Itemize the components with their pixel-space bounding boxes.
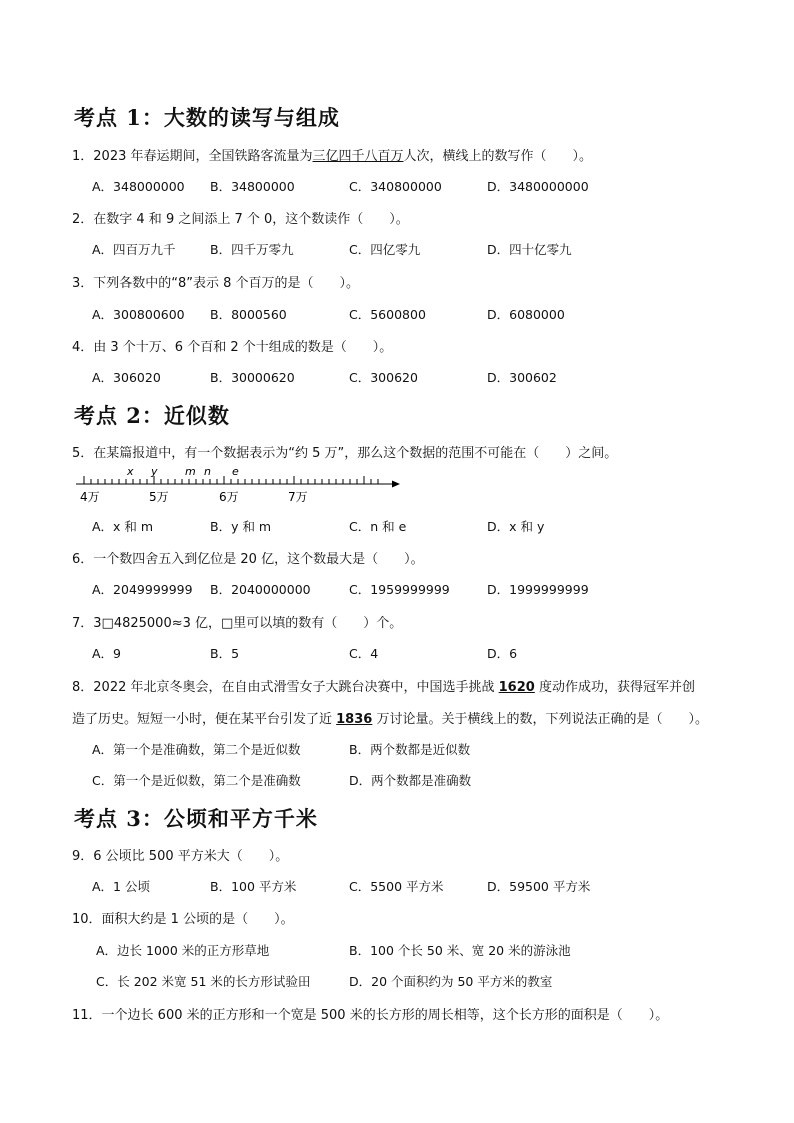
option-d[interactable]: D．20 个面积约为 50 平方米的教室 [349,974,553,989]
option-b[interactable]: B．34800000 [210,179,295,194]
section-heading-3: 考点 3：公顷和平方千米 [74,806,318,831]
option-a[interactable]: A．306020 [92,370,161,385]
option-a[interactable]: A．四百万九千 [92,242,176,257]
option-c[interactable]: C．n 和 e [349,519,407,534]
option-a[interactable]: A．300800600 [92,307,185,322]
option-b[interactable]: B．四千万零九 [210,242,294,257]
option-d[interactable]: D．x 和 y [487,519,545,534]
option-c[interactable]: C．第一个是近似数，第二个是准确数 [92,773,301,788]
label-5wan: 5万 [149,490,169,504]
question-10: 10．面积大约是 1 公顷的是（ ）。 [72,912,294,927]
option-a[interactable]: A．1 公顷 [92,879,150,894]
section-heading-1: 考点 1：大数的读写与组成 [74,105,340,130]
option-b[interactable]: B．y 和 m [210,519,272,534]
question-8-line-1 [72,676,695,695]
letter-y: y [151,465,158,478]
option-c[interactable]: C．长 202 米宽 51 米的长方形试验田 [96,974,311,989]
option-c[interactable]: C．5500 平方米 [349,879,444,894]
option-b[interactable]: B．8000560 [210,307,287,322]
option-a[interactable]: A．x 和 m [92,519,154,534]
option-a[interactable]: A．第一个是准确数，第二个是近似数 [92,742,301,757]
question-7: 7．3□4825000≈3 亿，□里可以填的数有（ ）个。 [72,616,403,631]
question-9: 9．6 公顷比 500 平方米大（ ）。 [72,849,289,864]
option-c[interactable]: C．340800000 [349,179,442,194]
number-line-arrow [392,481,400,488]
option-d[interactable]: D．6 [487,646,518,661]
option-c[interactable]: C．300620 [349,370,418,385]
option-a[interactable]: A．9 [92,646,122,661]
letter-x: x [127,465,134,478]
option-a[interactable]: A．边长 1000 米的正方形草地 [96,943,270,958]
option-d[interactable]: D．1999999999 [487,582,589,597]
option-b[interactable]: B．100 平方米 [210,879,297,894]
option-b[interactable]: B．100 个长 50 米、宽 20 米的游泳池 [349,943,571,958]
option-c[interactable]: C．5600800 [349,307,426,322]
label-7wan: 7万 [288,490,308,504]
question-8-line-2 [72,708,708,727]
question-1-text: 1．2023 年春运期间，全国铁路客流量为 [72,149,313,164]
letter-m: m [185,465,196,478]
option-c[interactable]: C．4 [349,646,379,661]
option-d[interactable]: D．300602 [487,370,557,385]
option-c[interactable]: C．1959999999 [349,582,450,597]
question-1-underlined: 三亿四千八百万 [312,149,404,164]
question-8-text: 8．2022 年北京冬奥会，在自由式滑雪女子大跳台决赛中，中国选手挑战 [72,680,499,695]
option-b[interactable]: B．5 [210,646,240,661]
section-heading-2: 考点 2：近似数 [74,403,230,428]
question-8-text-2: 造了历史。短短一小时，便在某平台引发了近 [72,712,337,727]
question-6: 6．一个数四舍五入到亿位是 20 亿，这个数最大是（ ）。 [72,552,424,567]
option-a[interactable]: A．348000000 [92,179,185,194]
number-line-svg [70,462,400,506]
option-d[interactable]: D．3480000000 [487,179,589,194]
option-d[interactable]: D．6080000 [487,307,565,322]
option-d[interactable]: D．两个数都是准确数 [349,773,472,788]
option-c[interactable]: C．四亿零九 [349,242,421,257]
question-1 [72,145,592,164]
option-d[interactable]: D．59500 平方米 [487,879,591,894]
question-8-text-3: 万讨论量。关于横线上的数，下列说法正确的是（ ）。 [372,712,708,727]
option-b[interactable]: B．2040000000 [210,582,311,597]
number-line-figure [70,462,400,506]
letter-e: e [232,465,239,478]
question-8-number-2: 1836 [336,712,373,727]
question-3: 3．下列各数中的“8”表示 8 个百万的是（ ）。 [72,276,360,291]
option-b[interactable]: B．30000620 [210,370,295,385]
question-4: 4．由 3 个十万、6 个百和 2 个十组成的数是（ ）。 [72,340,393,355]
question-2: 2．在数字 4 和 9 之间添上 7 个 0，这个数读作（ ）。 [72,212,409,227]
option-d[interactable]: D．四十亿零九 [487,242,572,257]
question-8-text-cont: 度动作成功，获得冠军并创 [534,680,695,695]
option-b[interactable]: B．两个数都是近似数 [349,742,471,757]
label-4wan: 4万 [80,490,100,504]
question-1-tail: 人次，横线上的数写作（ ）。 [403,149,593,164]
question-11: 11．一个边长 600 米的正方形和一个宽是 500 米的长方形的周长相等，这个长方形的面积是（ ）。 [72,1008,669,1023]
question-8-number-1: 1620 [498,680,535,695]
letter-n: n [204,465,211,478]
option-a[interactable]: A．2049999999 [92,582,193,597]
label-6wan: 6万 [219,490,239,504]
question-5: 5．在某篇报道中，有一个数据表示为“约 5 万”，那么这个数据的范围不可能在（ ）之间。 [72,446,618,461]
